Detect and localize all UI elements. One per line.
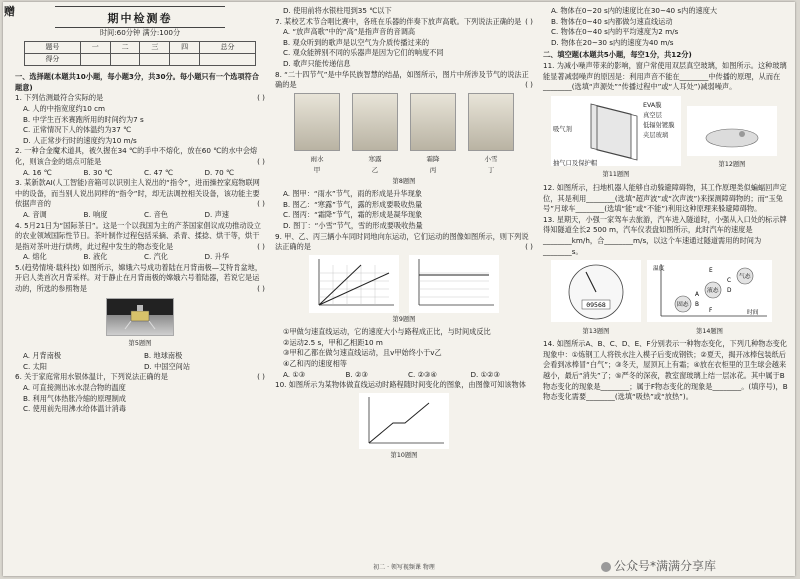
solar-term-name: 霜降 (426, 155, 440, 164)
section-heading: 二、填空题(本题共5小题，每空1分，共12分) (543, 50, 692, 60)
option: A. 物体在0~20 s内的速度比在30~40 s内的速度大 (551, 6, 718, 15)
figure-caption: 第13题图 (582, 327, 610, 335)
answer-paren[interactable]: ( ) (525, 242, 533, 252)
score-value-row (25, 54, 256, 66)
page-footer: 初二 · 领写视频课 物理 (373, 564, 435, 571)
option: C. ②③④ (408, 369, 437, 379)
score-input[interactable] (80, 54, 110, 66)
section-heading: 一、选择题(本题共10小题，每小题3分，共30分。每小题只有一个选项符合题意) (15, 72, 259, 92)
state-label: 气态 (739, 274, 751, 281)
option: B. 利用气体热胀冷缩的原理制成 (23, 393, 126, 403)
sweeping-robot-icon (687, 106, 777, 156)
odometer-reading: 09568 (586, 301, 606, 310)
figure-caption: 第10题图 (390, 451, 418, 459)
option: C. 使用前先用沸水给体温计消毒 (23, 404, 127, 414)
arrow-label: E (709, 268, 713, 275)
figure-caption: 第8题图 (392, 177, 416, 185)
option-row (15, 252, 265, 263)
statement: ④乙和丙的速度相等 (283, 359, 347, 369)
option-row (275, 370, 533, 381)
option: C. 太阳 (23, 361, 47, 371)
option: B. 中学生百米赛跑所用的时间约为7 s (23, 114, 144, 124)
figure-label: 乙 (371, 165, 379, 174)
figure-label: 丙 (429, 165, 437, 174)
option: D. 使用前将水银柱甩到35 ℃以下 (283, 6, 392, 15)
answer-paren[interactable]: ( ) (525, 80, 533, 90)
question-stem: 9. 甲、乙、丙三辆小车同时同地向东运动，它们运动的图像如图所示，则下列说法正确的是 (275, 231, 529, 252)
score-cell: 二 (110, 42, 140, 54)
state-label: 液态 (707, 288, 719, 295)
statement: ①甲做匀速直线运动，它的速度大小与路程成正比，与时间成反比 (283, 327, 491, 337)
question-stem: 5.(趋势情境·载科技) 如图所示，嫦娥六号成功着陆在月背南极—艾特肯盆地，开启人类首次月背采样。对于静止在月背南极的嫦娥六号着陆器，若说它是运动的，所选的参照物是 (15, 262, 263, 294)
label: 真空层 (643, 112, 662, 120)
vt-graph (409, 255, 499, 313)
label: 低辐射镀膜 (643, 122, 675, 130)
question-14: 14. 如图所示A、B、C、D、E、F分别表示一种物态变化，下列几种物态变化现象中：①炼钢工人将铁水注入模子后变成钢铁；②夏天，揭开冰棒包装纸后会看到冰棒冒“白气”；③冬天，屋顶瓦上有霜；④放在衣柜里的卫生球会越来越小，最后“消失”了；⑤严冬的深夜，教室窗玻璃上结一层冰花。其中属于B物态变化的现象是________；属于F物态变化的现象是________。(填序号)，B物态变化需要________(选填“吸热”或“放热”)。 (543, 339, 788, 402)
option: D. 图丁：“小雪”节气，雪的形成要吸收热量 (283, 220, 423, 230)
question-4 (15, 221, 265, 253)
option: B. 物体在0~40 s内都做匀速直线运动 (551, 16, 673, 26)
question-8 (275, 70, 533, 91)
option: D. ①②③ (470, 369, 500, 379)
question-stem: 6. 关于家庭常用水银体温计，下列说法正确的是 (15, 372, 168, 382)
score-input[interactable] (200, 54, 256, 66)
option-row (15, 168, 265, 179)
figure-caption: 第12题图 (718, 161, 746, 169)
label: 夹层玻璃 (643, 132, 669, 140)
speedometer-figure (551, 260, 641, 339)
solar-term-bing (404, 93, 462, 176)
glass-figure (551, 96, 681, 183)
figure-label: 丁 (487, 165, 495, 174)
figure-label: 甲 (313, 165, 321, 174)
option: A. 可直接测出冰水混合物的温度 (23, 383, 126, 393)
q10-graph (359, 393, 449, 449)
solar-term-image (294, 93, 340, 151)
wechat-icon (601, 562, 611, 572)
question-stem: 8. “二十四节气”是中华民族智慧的结晶，如图所示，图片中所涉及节气的说法正确的是 (275, 69, 529, 90)
column-middle (275, 6, 533, 463)
option: A. 图甲：“雨水”节气，雨的形成是升华现象 (283, 189, 422, 199)
question-1 (15, 93, 265, 104)
score-input[interactable] (140, 54, 170, 66)
answer-paren[interactable]: ( ) (525, 16, 533, 26)
score-cell: 三 (140, 42, 170, 54)
figure-caption: 第14题图 (696, 327, 723, 335)
figure-caption: 第5题图 (128, 339, 152, 347)
question-12: 12. 如图所示，扫地机器人能够自动躲避障碍物，其工作原理类似蝙蝠回声定位，其是利用________(选填“超声波”或“次声波”)来探测障碍物的；而“玉兔号”月球车________(选填“能”或“不能”)利用这种原理来躲避障碍物。 (543, 182, 787, 214)
axis-label: 温度 (653, 266, 665, 273)
option: A. 音调 (23, 209, 47, 219)
question-5 (15, 263, 265, 295)
option: A. ①③ (283, 369, 306, 379)
option: C. 音色 (144, 209, 168, 219)
graph-line-jia (319, 265, 361, 305)
question-2 (15, 146, 265, 167)
solar-term-ding (462, 93, 520, 176)
option: A. 人的中指宽度约10 cm (23, 103, 106, 113)
option: D. 人正常步行时的速度约为10 m/s (23, 135, 137, 145)
option: B. ②③ (345, 369, 368, 379)
option: B. 30 ℃ (83, 167, 113, 177)
option: A. 月背南极 (23, 351, 62, 361)
exam-sheet (3, 2, 795, 576)
question-7 (275, 17, 533, 28)
score-table (24, 41, 256, 66)
answer-paren[interactable]: ( ) (257, 241, 265, 251)
question-stem: 3. 某新款AI(人工智能)音箱可以识别主人说出的“指令”，进而操控家庭物联网中的设备，而当别人说出同样的“指令”时，却无法调控相关设备，该功能主要依据声音的 (15, 178, 260, 209)
arrow-label: C (727, 278, 732, 285)
option: A. “放声高歌”中的“高”是指声音的音调高 (283, 27, 416, 37)
solar-term-name: 雨水 (310, 155, 324, 164)
page-title: 期中检测卷 (107, 12, 173, 25)
option: D. 70 ℃ (204, 167, 235, 177)
option: D. 声速 (204, 209, 229, 219)
arrow-label: D (727, 288, 732, 295)
option: C. 物体在0~40 s内的平均速度为2 m/s (551, 27, 679, 37)
column-right (543, 6, 788, 403)
q13-q14-figures (551, 260, 788, 339)
question-stem: 2. 一种合金魔术道具，被久握在34 ℃的手中不熔化，放在60 ℃的水中会熔化，则该合金的熔点可能是 (15, 146, 258, 166)
watermark-text: 公众号*满满分享库 (614, 559, 717, 573)
question-stem: 7. 某校艺术节合唱比赛中，各班在乐器的伴奏下放声高歌。下列说法正确的是 (275, 16, 522, 26)
q10-line (369, 403, 429, 443)
score-cell: 四 (170, 42, 200, 54)
option-row (15, 210, 265, 221)
question-10: 10. 如图所示为某物体做直线运动时路程随时间变化的图象，由图像可知该物体 (275, 380, 526, 390)
option: C. 47 ℃ (144, 167, 174, 177)
statement: ③甲和乙都在做匀速直线运动，且v甲始终小于v乙 (283, 348, 442, 358)
solar-term-jia (288, 93, 346, 176)
glass-labels (551, 99, 681, 169)
option: D. 升华 (204, 252, 229, 262)
lander-figure (106, 298, 174, 336)
option: D. 中国空间站 (144, 361, 191, 371)
question-11: 11. 为减小噪声带来的影响，窗户常使用双层真空玻璃，如图所示。这种玻璃能显著减弱噪声的原因是：利用声音不能在________中传播的原理，从而在________(选填“声源处”“传播过程中”或“人耳处”)减弱噪声。 (543, 60, 787, 92)
state-label: 固态 (677, 302, 689, 309)
solar-term-image (468, 93, 514, 151)
score-input[interactable] (110, 54, 140, 66)
option: C. 正常情况下人的体温约为37 ℃ (23, 125, 132, 135)
figure-caption: 第11题图 (602, 171, 630, 179)
q11-q12-figures (551, 96, 788, 183)
lander-icon (107, 299, 173, 335)
speedometer-icon (551, 260, 641, 322)
answer-paren[interactable]: ( ) (257, 284, 265, 294)
score-cell: 一 (80, 42, 110, 54)
option: C. 汽化 (144, 252, 168, 262)
answer-paren[interactable]: ( ) (257, 93, 265, 103)
exam-info: 时间:60分钟 满分:100分 (99, 27, 181, 37)
statement: ②运动2.5 s，甲和乙相距10 m (283, 337, 383, 347)
corner-stamp: 赠 (4, 5, 15, 18)
phase-change-diagram (647, 260, 772, 322)
solar-term-yi (346, 93, 404, 176)
option: A. 熔化 (23, 252, 47, 262)
option: B. 液化 (83, 252, 108, 262)
option: C. 图丙：“霜降”节气，霜的形成是凝华现象 (283, 210, 423, 220)
arrow-label: A (695, 292, 699, 299)
axis-label: 时间 (747, 310, 759, 317)
solar-term-image (410, 93, 456, 151)
phase-figure (647, 260, 772, 339)
column-left (15, 6, 265, 415)
answer-paren[interactable]: ( ) (257, 372, 265, 382)
score-input[interactable] (170, 54, 200, 66)
score-header-row (25, 42, 256, 54)
option: D. 物体在20~30 s内的速度为40 m/s (551, 37, 674, 47)
option-row (15, 351, 265, 372)
label: EVA膜 (643, 102, 662, 110)
motion-graphs (275, 255, 533, 313)
watermark (601, 557, 716, 574)
answer-paren[interactable]: ( ) (257, 156, 265, 166)
solar-term-name: 寒露 (368, 155, 382, 164)
option: D. 歌声只能传递信息 (283, 58, 351, 68)
question-3 (15, 178, 265, 210)
title-bar (55, 6, 225, 28)
robot-figure (687, 96, 777, 183)
question-stem: 1. 下列估测最符合实际的是 (15, 93, 104, 103)
score-cell: 总分 (200, 42, 256, 54)
score-cell: 得分 (25, 54, 81, 66)
label: 吸气剂 (553, 126, 572, 134)
question-stem: 4. 5月21日为“国际茶日”。这是一个以我国为主的产茶国家倡议成功推动设立的农业领域国际性节日。茶叶制作过程包括采摘、杀青、揉捻、烘干等，烘干是指对茶叶进行烘烤，此过程中发生的物态变化是 (15, 220, 261, 251)
score-cell: 题号 (25, 42, 81, 54)
solar-terms-figure (275, 93, 533, 176)
figure-caption: 第9题图 (392, 315, 416, 323)
question-6 (15, 372, 265, 383)
question-9 (275, 232, 533, 253)
solar-term-image (352, 93, 398, 151)
st-graph (309, 255, 399, 313)
arrow-label: B (695, 302, 699, 309)
option: B. 观众听到的歌声是以空气为介质传播过来的 (283, 37, 430, 47)
option: A. 16 ℃ (23, 167, 52, 177)
option: C. 观众能辨别不同的乐器声是因为它们的响度不同 (283, 48, 444, 58)
label: 抽气口及保护帽 (553, 160, 598, 168)
option: B. 地球南极 (144, 351, 183, 361)
question-13: 13. 星期天，小强一家驾车去旅游，汽车进入隧道时，小强从入口处的标示牌得知隧道全长2 500 m，汽车仪表盘如图所示，此时汽车的速度是________km/h，合________m/s，以这个车速通过隧道需用的时间为________s。 (543, 214, 787, 256)
option: B. 图乙：“寒露”节气，露的形成要吸收热量 (283, 199, 423, 209)
solar-term-name: 小雪 (484, 155, 498, 164)
answer-paren[interactable]: ( ) (257, 199, 265, 209)
option: B. 响度 (83, 209, 108, 219)
arrow-label: F (709, 308, 713, 315)
